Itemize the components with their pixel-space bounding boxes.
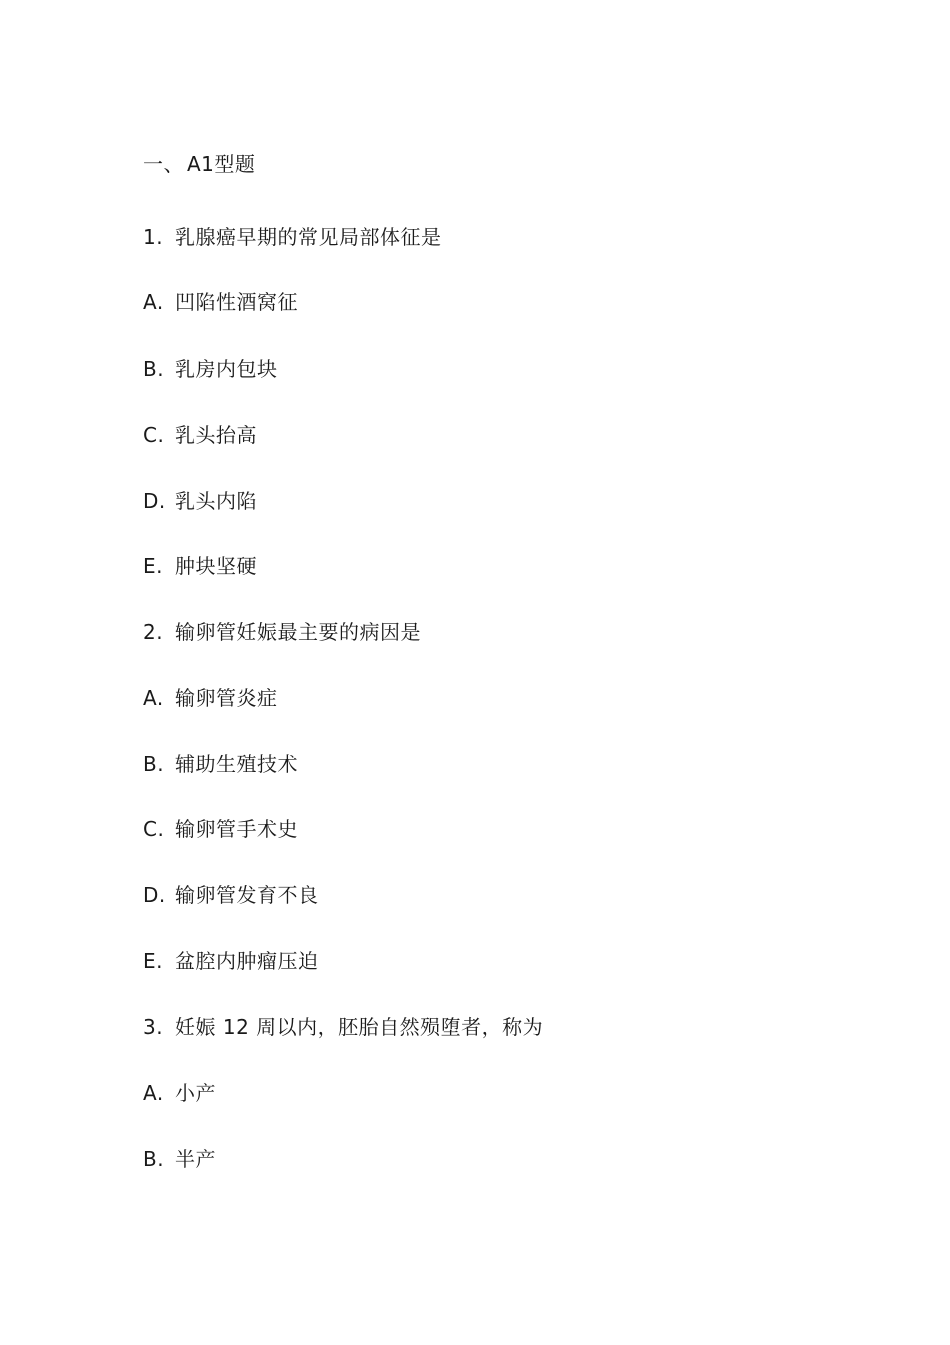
section-heading [143,152,255,176]
option-text: 凹陷性酒窝征 [175,290,298,314]
option-item [143,489,257,513]
section-title: A1型题 [187,152,256,176]
option-label: B. [143,357,165,381]
question-text: 乳腺癌早期的常见局部体征是 [175,225,442,249]
option-label: E. [143,554,163,578]
question-number: 2. [143,620,164,644]
option-text: 乳房内包块 [175,357,278,381]
option-item [143,883,319,907]
option-label: A. [143,686,164,710]
option-item [143,949,319,973]
option-label: B. [143,752,165,776]
option-text: 盆腔内肿瘤压迫 [175,949,319,973]
option-text: 半产 [175,1147,216,1171]
option-item [143,554,257,578]
option-label: D. [143,489,166,513]
option-text: 肿块坚硬 [175,554,257,578]
option-item [143,817,298,841]
option-item [143,1147,216,1171]
question-stem [143,225,442,249]
option-label: D. [143,883,166,907]
question-number: 3. [143,1015,164,1039]
option-text: 乳头内陷 [175,489,257,513]
option-label: C. [143,817,165,841]
option-text: 辅助生殖技术 [175,752,298,776]
question-text: 输卵管妊娠最主要的病因是 [175,620,421,644]
option-label: A. [143,1081,164,1105]
question-number: 1. [143,225,164,249]
question-stem [143,620,421,644]
option-item [143,423,257,447]
option-item [143,290,298,314]
option-item [143,686,278,710]
option-item [143,752,298,776]
question-text: 妊娠 12 周以内，胚胎自然殒堕者，称为 [175,1015,544,1039]
option-text: 输卵管发育不良 [175,883,319,907]
option-item [143,357,278,381]
section-marker: 一、 [143,152,184,176]
option-text: 乳头抬高 [175,423,257,447]
option-text: 小产 [175,1081,216,1105]
option-text: 输卵管炎症 [175,686,278,710]
option-label: B. [143,1147,165,1171]
question-stem [143,1015,543,1039]
option-item [143,1081,216,1105]
option-label: C. [143,423,165,447]
option-label: E. [143,949,163,973]
option-label: A. [143,290,164,314]
option-text: 输卵管手术史 [175,817,298,841]
